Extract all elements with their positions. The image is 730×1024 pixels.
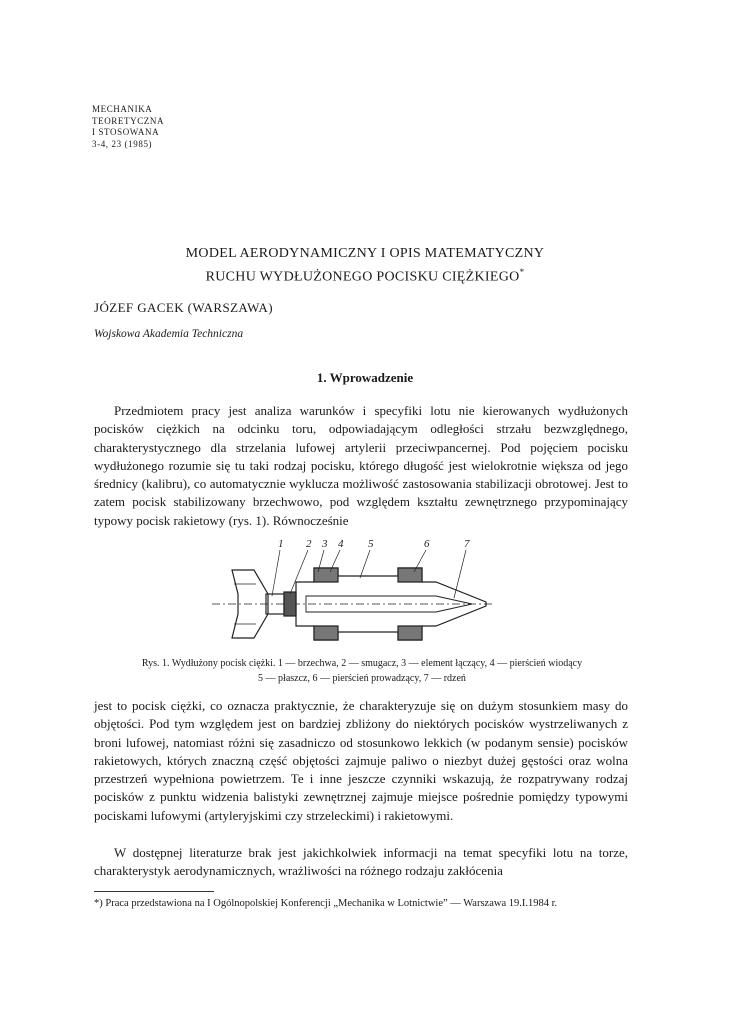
section-heading: 1. Wprowadzenie [316,370,414,385]
title-line2-text: RUCHU WYDŁUŻONEGO POCISKU CIĘŻKIEGO [205,269,520,285]
driving-ring-top [314,568,338,582]
journal-name-line1: MECHANIKA [92,104,153,114]
footnote: *) Praca przedstawiona na I Ogólnopolskiej Konferencji „Mechanika w Lotnictwie” — Warszawa 19.I.1984 r. [94,898,558,909]
affiliation: Wojskowa Akademia Techniczna [94,328,244,340]
journal-name-line3: I STOSOWANA [92,127,160,137]
figure-label-3: 3 [322,538,328,550]
figure-label-1: 1 [278,538,284,550]
figure-label-4: 4 [338,538,344,550]
figure-label-7: 7 [464,538,470,550]
journal-name-line2: TEORETYCZNA [92,115,165,126]
body-paragraph-3: W dostępnej literaturze brak jest jakichkolwiek informacji na temat specyfiki lotu na torze, charakterystyk aerodynamicznych, wrażliwości na różnego rodzaju zakłócenia [94,845,628,879]
connector-shape [284,592,296,616]
caption-line2: 5 — płaszcz, 6 — pierścień prowadzący, 7 — rdzeń [258,673,466,684]
figure-label-2: 2 [306,538,312,550]
body-paragraph-2: jest to pocisk ciężki, co oznacza praktycznie, że charakteryzuje się on dużym stosunkiem masy do objętości. Pod tym względem jest on bardziej zbliżony do niektórych pocisków wystrzeliwanych z broni lufowej, natomiast różni się zasadniczo od stosunkowo lekkich (w podanym sensie) pocisków rakietowych, których znaczną część objętości zajmuje paliwo o niezbyt dużej gęstości oraz wolna przestrzeń wypełniona powietrzem. Te i inne jeszcze czynniki wskazują, że rozpatrywany rodzaj pocisków z punktu widzenia balistyki zewnętrznej zajmuje miejsce pośrednie pomiędzy typowymi pociskami lufowymi (artyleryjskimi czy strzeleckimi) i rakietowymi. [94,698,628,823]
figure-label-6: 6 [424,538,430,550]
body-paragraph-1: Przedmiotem pracy jest analiza warunków i specyfiki lotu nie kierowanych wydłużonych pocisków ciężkich na odcinku toru, odpowiadającym odległości strzału bezwzględnego, charakterystycznego dla strzelania lufowej artylerii przeciwpancernej. Pod pojęciem pocisku wydłużonego rozumie się tu taki rodzaj pocisku, którego długość jest wielokrotnie większa od jego średnicy (kalibru), co automatycznie wyklucza możliwość zastosowania stabilizacji obrotowej. Jest to zatem pocisk stabilizowany brzechwowo, pod względem kształtu zewnętrznego przypominający typowy pocisk rakietowy (rys. 1). Równocześnie [94,403,628,528]
projectile-figure [210,536,500,648]
caption-line1: Rys. 1. Wydłużony pocisk ciężki. 1 — brzechwa, 2 — smugacz, 3 — element łączący, 4 — pierścień wiodący [141,658,583,669]
guiding-ring-bottom [398,626,422,640]
driving-ring-bottom [314,626,338,640]
author: JÓZEF GACEK (WARSZAWA) [94,300,273,315]
journal-issue: 3-4, 23 (1985) [92,138,153,149]
title-line2 [0,263,730,287]
journal-info [92,104,164,150]
title-line1: MODEL AERODYNAMICZNY I OPIS MATEMATYCZNY [185,246,545,261]
footnote-divider [94,891,214,892]
guiding-ring-top [398,568,422,582]
figure-caption [88,656,636,686]
paper-title [0,244,730,287]
figure-label-5: 5 [368,538,374,550]
title-footnote-mark: * [519,267,525,277]
